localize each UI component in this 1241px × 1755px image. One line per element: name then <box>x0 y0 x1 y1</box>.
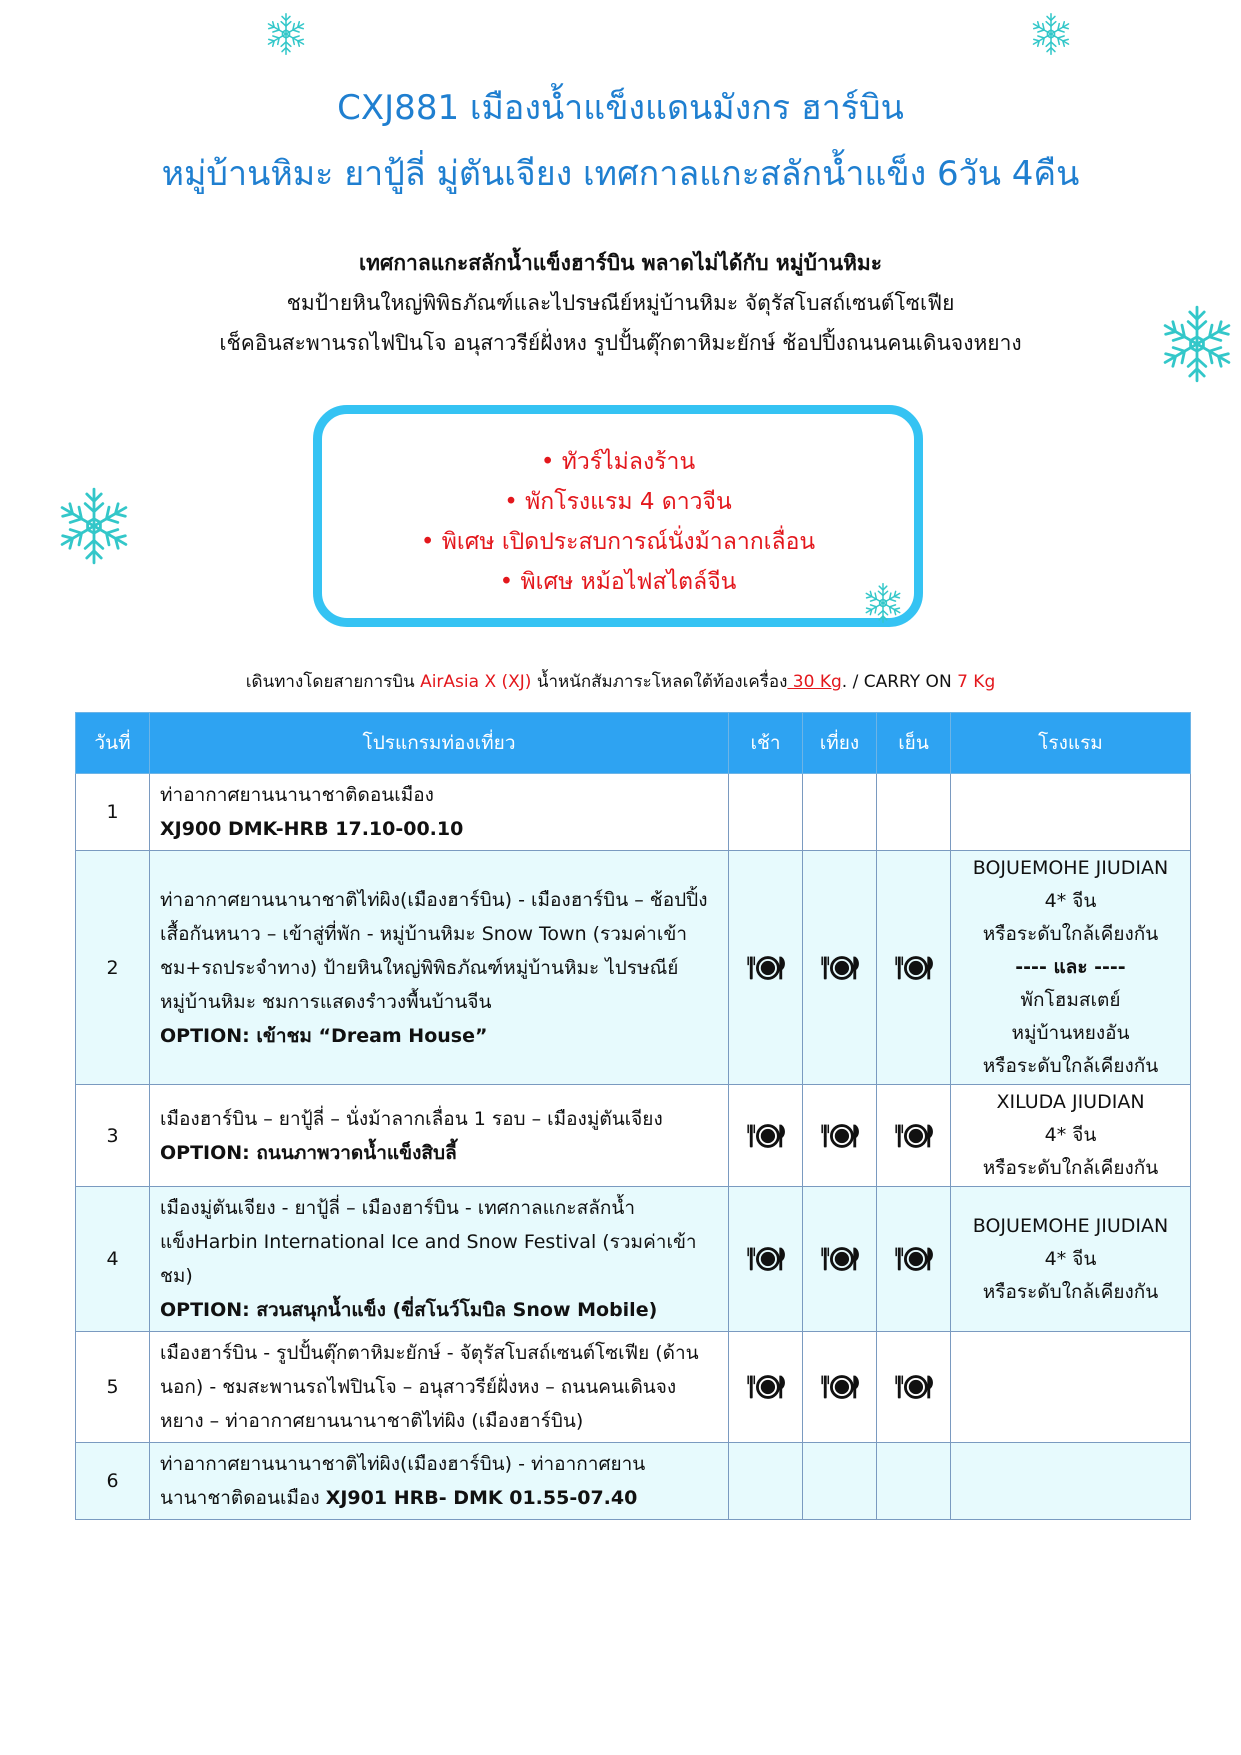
highlight-item: • ทัวร์ไม่ลงร้าน <box>540 449 696 475</box>
highlight-item: • พิเศษ หม้อไฟสไตล์จีน <box>499 569 737 595</box>
table-row <box>76 774 1191 851</box>
breakfast-cell <box>729 1085 803 1187</box>
program-text: เมืองฮาร์บิน - รูปปั้นตุ๊กตาหิมะยักษ์ - จัตุรัสโบสถ์เซนต์โซเฟีย (ด้านนอก) - ชมสะพานรถไฟปินโจ – อนุสาวรีย์ฝั่งหง – ถนนคนเดินจงหยาง – ท่าอากาศยานนานาชาติไท่ผิง (เมืองฮาร์บิน) <box>160 1342 699 1432</box>
program-text: เมืองฮาร์บิน – ยาปู้ลี่ – นั่งม้าลากเลื่อน 1 รอบ – เมืองมู่ตันเจียง <box>160 1107 663 1130</box>
intro-line-1: เทศกาลแกะสลักน้ำแข็งฮาร์บิน พลาดไม่ได้กับ หมู่บ้านหิมะ <box>358 251 883 275</box>
breakfast-cell <box>729 1443 803 1520</box>
dinner-cell <box>877 1443 951 1520</box>
dinner-cell <box>877 851 951 1085</box>
table-row <box>76 1187 1191 1332</box>
program-cell <box>150 851 729 1085</box>
highlights-list <box>322 414 914 602</box>
dinner-cell <box>877 1332 951 1443</box>
day-number: 2 <box>76 851 150 1085</box>
hotel-note: หรือระดับใกล้เคียงกัน <box>982 1055 1159 1077</box>
page-title: CXJ881 เมืองน้ำแข็งแดนมังกร ฮาร์บิน <box>337 88 904 128</box>
snowflake-icon <box>264 12 308 56</box>
hotel-rating: 4* จีน <box>1044 1124 1097 1146</box>
program-cell <box>150 1443 729 1520</box>
day-number: 4 <box>76 1187 150 1332</box>
flight-number: XJ901 HRB- DMK 01.55-07.40 <box>325 1487 638 1509</box>
header-program: โปรแกรมท่องเที่ยว <box>150 713 729 774</box>
lunch-cell <box>803 851 877 1085</box>
baggage-weight: 30 Kg <box>787 672 842 692</box>
program-text: ท่าอากาศยานนานาชาติไท่ผิง(เมืองฮาร์บิน) - เมืองฮาร์บิน – ช้อปปิ้งเสื้อกันหนาว – เข้าสู่ที่พัก - หมู่บ้านหิมะ Snow Town (รวมค่าเข้าชม+รถประจำทาง) ป้ายหินใหญ่พิพิธภัณฑ์หมู่บ้านหิมะ ไปรษณีย์หมู่บ้านหิมะ ชมการแสดงรำวงพื้นบ้านจีน <box>160 888 708 1013</box>
meal-icon <box>820 953 860 983</box>
meal-icon <box>746 1121 786 1151</box>
breakfast-cell <box>729 851 803 1085</box>
highlight-item: • พิเศษ เปิดประสบการณ์นั่งม้าลากเลื่อน <box>420 529 816 555</box>
meal-icon <box>746 1244 786 1274</box>
hotel-cell <box>951 1085 1191 1187</box>
hotel-name: BOJUEMOHE JIUDIAN <box>972 857 1169 879</box>
meal-icon <box>894 1372 934 1402</box>
option-text: OPTION: เข้าชม “Dream House” <box>160 1024 488 1047</box>
program-cell <box>150 1085 729 1187</box>
dinner-cell <box>877 1187 951 1332</box>
snowflake-icon <box>54 486 134 566</box>
hotel-rating: 4* จีน <box>1044 890 1097 912</box>
highlights-box <box>313 405 923 627</box>
program-cell <box>150 1187 729 1332</box>
meal-icon <box>820 1244 860 1274</box>
breakfast-cell <box>729 1332 803 1443</box>
hotel-note: หรือระดับใกล้เคียงกัน <box>982 923 1159 945</box>
breakfast-cell <box>729 774 803 851</box>
lunch-cell <box>803 1443 877 1520</box>
table-header-row <box>76 713 1191 774</box>
header-hotel: โรงแรม <box>951 713 1191 774</box>
header-breakfast: เช้า <box>729 713 803 774</box>
hotel-separator: ---- และ ---- <box>1015 956 1126 978</box>
hotel-name: หมู่บ้านหยงอัน <box>1011 1022 1130 1044</box>
day-number: 5 <box>76 1332 150 1443</box>
page-subtitle: หมู่บ้านหิมะ ยาปู้ลี่ มู่ตันเจียง เทศกาลแกะสลักน้ำแข็ง 6วัน 4คืน <box>161 154 1080 194</box>
intro-line-2: ชมป้ายหินใหญ่พิพิธภัณฑ์และไปรษณีย์หมู่บ้านหิมะ จัตุรัสโบสถ์เซนต์โซเฟีย <box>286 291 955 315</box>
day-number: 1 <box>76 774 150 851</box>
meal-icon <box>746 1372 786 1402</box>
hotel-note: หรือระดับใกล้เคียงกัน <box>982 1157 1159 1179</box>
lunch-cell <box>803 1085 877 1187</box>
snowflake-icon <box>862 582 904 624</box>
option-text: OPTION: สวนสนุกน้ำแข็ง (ขี่สโนว์โมบิล Snow Mobile) <box>160 1299 658 1321</box>
hotel-cell <box>951 774 1191 851</box>
program-text: เมืองมู่ตันเจียง - ยาปู้ลี่ – เมืองฮาร์บิน - เทศกาลแกะสลักน้ำแข็งHarbin International Ice and Snow Festival (รวมค่าเข้าชม) <box>160 1197 697 1287</box>
flight-number: XJ900 DMK-HRB 17.10-00.10 <box>160 818 464 840</box>
program-cell <box>150 1332 729 1443</box>
carry-on-text: . / CARRY ON <box>841 672 952 692</box>
table-row <box>76 1332 1191 1443</box>
flight-info <box>0 668 1241 695</box>
header-day: วันที่ <box>76 713 150 774</box>
table-row <box>76 1085 1191 1187</box>
program-text: ท่าอากาศยานนานาชาติดอนเมือง <box>160 784 434 806</box>
header-dinner: เย็น <box>877 713 951 774</box>
day-number: 3 <box>76 1085 150 1187</box>
meal-icon <box>894 1244 934 1274</box>
hotel-cell <box>951 1443 1191 1520</box>
table-row <box>76 851 1191 1085</box>
program-text: ท่าอากาศยานนานาชาติไท่ผิง(เมืองฮาร์บิน) - ท่าอากาศยานนานาชาติดอนเมือง <box>160 1453 646 1509</box>
hotel-note: หรือระดับใกล้เคียงกัน <box>982 1280 1159 1303</box>
meal-icon <box>894 1121 934 1151</box>
baggage-text: น้ำหนักสัมภาระโหลดใต้ท้องเครื่อง <box>536 672 788 692</box>
meal-icon <box>746 953 786 983</box>
breakfast-cell <box>729 1187 803 1332</box>
carry-on-weight: 7 Kg <box>957 672 996 692</box>
meal-icon <box>820 1372 860 1402</box>
lunch-cell <box>803 1332 877 1443</box>
hotel-cell <box>951 1187 1191 1332</box>
table-row <box>76 1443 1191 1520</box>
lunch-cell <box>803 774 877 851</box>
airline-name: AirAsia X (XJ) <box>420 672 532 692</box>
hotel-rating: 4* จีน <box>1044 1247 1097 1270</box>
hotel-cell <box>951 1332 1191 1443</box>
hotel-name: พักโฮมสเตย์ <box>1020 989 1121 1011</box>
snowflake-icon <box>1029 12 1073 56</box>
hotel-name: BOJUEMOHE JIUDIAN <box>972 1214 1169 1237</box>
day-number: 6 <box>76 1443 150 1520</box>
highlight-item: • พักโรงแรม 4 ดาวจีน <box>504 489 732 515</box>
dinner-cell <box>877 1085 951 1187</box>
flight-prefix: เดินทางโดยสายการบิน <box>245 672 415 692</box>
hotel-name: XILUDA JIUDIAN <box>996 1091 1145 1113</box>
meal-icon <box>820 1121 860 1151</box>
intro-line-3: เช็คอินสะพานรถไฟปินโจ อนุสาวรีย์ฝั่งหง รูปปั้นตุ๊กตาหิมะยักษ์ ช้อปปิ้งถนนคนเดินจงหยาง <box>219 331 1022 355</box>
program-cell <box>150 774 729 851</box>
hotel-cell <box>951 851 1191 1085</box>
header-lunch: เที่ยง <box>803 713 877 774</box>
option-text: OPTION: ถนนภาพวาดน้ำแข็งสิบลี้ <box>160 1141 457 1164</box>
dinner-cell <box>877 774 951 851</box>
meal-icon <box>894 953 934 983</box>
lunch-cell <box>803 1187 877 1332</box>
itinerary-table <box>75 712 1191 1520</box>
